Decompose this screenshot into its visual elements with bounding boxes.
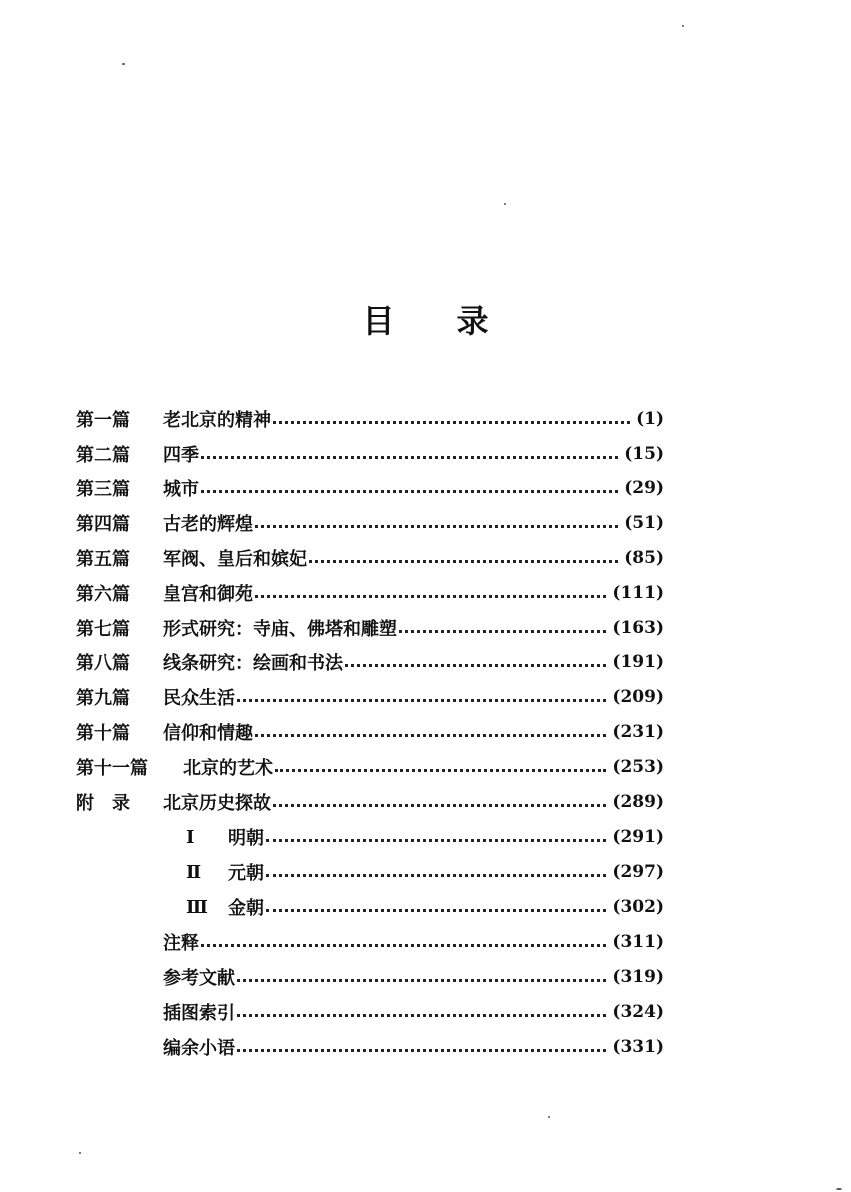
toc-entry-page: (111) — [612, 583, 664, 603]
toc-entry-title: 四季 — [163, 445, 199, 466]
toc-entry-label: 第三篇 — [76, 479, 130, 500]
toc-entry-label: 第九篇 — [76, 688, 130, 709]
toc-entry-chapter-2[interactable] — [76, 440, 664, 468]
leader-dots — [201, 456, 618, 459]
toc-entry-page: (289) — [612, 792, 664, 812]
toc-entry-label: Ⅱ — [186, 861, 202, 883]
toc-entry-title: 城市 — [163, 479, 199, 500]
toc-entry-title: 军阀、皇后和嫔妃 — [163, 549, 307, 570]
toc-entry-page: (209) — [612, 687, 664, 707]
toc-entry-title: 民众生活 — [163, 688, 235, 709]
toc-entry-page: (163) — [612, 618, 664, 638]
toc-entry-page: (311) — [612, 932, 664, 952]
toc-entry-label: Ⅲ — [186, 896, 208, 918]
toc-entry-appendix[interactable] — [76, 788, 664, 816]
toc-entry-chapter-7[interactable] — [76, 614, 664, 642]
toc-entry-title: 皇宫和御苑 — [163, 584, 253, 605]
toc-entry-page: (231) — [612, 722, 664, 742]
page-title — [0, 296, 851, 342]
leader-dots — [255, 595, 606, 598]
leader-dots — [399, 630, 606, 633]
toc-entry-chapter-1[interactable] — [76, 405, 664, 433]
toc-entry-chapter-3[interactable] — [76, 474, 664, 502]
toc-entry-page: (302) — [612, 897, 664, 917]
toc-entry-references[interactable] — [163, 963, 664, 991]
toc-entry-appendix-1[interactable] — [186, 823, 664, 851]
scan-speck — [504, 203, 506, 205]
toc-entry-page: (291) — [612, 827, 664, 847]
toc-entry-chapter-5[interactable] — [76, 544, 664, 572]
toc-entry-title: 插图索引 — [163, 1003, 235, 1024]
toc-entry-title: 参考文献 — [163, 968, 235, 989]
toc-entry-title: 北京历史探故 — [163, 793, 271, 814]
toc-entry-page: (253) — [612, 757, 664, 777]
toc-entry-page: (51) — [624, 513, 664, 533]
leader-dots — [237, 979, 606, 982]
scan-speck — [122, 63, 125, 65]
toc-entry-page: (1) — [636, 409, 664, 429]
toc-entry-page: (331) — [612, 1037, 664, 1057]
scan-speck — [836, 1188, 842, 1190]
toc-entry-chapter-8[interactable] — [76, 648, 664, 676]
toc-entry-label: 第六篇 — [76, 584, 130, 605]
leader-dots — [255, 734, 606, 737]
toc-entry-appendix-3[interactable] — [186, 893, 664, 921]
leader-dots — [237, 1049, 606, 1052]
scan-speck — [682, 25, 684, 27]
leader-dots — [309, 560, 618, 563]
toc-entry-chapter-4[interactable] — [76, 509, 664, 537]
toc-entry-label: 第四篇 — [76, 514, 130, 535]
toc-entry-title: 形式研究：寺庙、佛塔和雕塑 — [163, 619, 397, 640]
leader-dots — [266, 839, 606, 842]
toc-entry-label: 第一篇 — [76, 410, 130, 431]
toc-entry-label: 第二篇 — [76, 445, 130, 466]
toc-entry-page: (324) — [612, 1002, 664, 1022]
scan-speck — [79, 1152, 81, 1154]
toc-entry-title: 线条研究：绘画和书法 — [163, 653, 343, 674]
leader-dots — [266, 909, 606, 912]
toc-entry-label: 第十一篇 — [76, 758, 148, 779]
leader-dots — [273, 421, 630, 424]
toc-entry-title: 编余小语 — [163, 1038, 235, 1059]
toc-entry-label: 附 录 — [76, 793, 130, 814]
toc-entry-page: (297) — [612, 862, 664, 882]
leader-dots — [201, 490, 618, 493]
toc-entry-title: 元朝 — [228, 863, 264, 884]
title-char-1: 目 — [362, 302, 395, 340]
leader-dots — [201, 944, 606, 947]
toc-entry-title: 金朝 — [228, 898, 264, 919]
toc-entry-page: (319) — [612, 967, 664, 987]
toc-entry-label: 第七篇 — [76, 619, 130, 640]
toc-entry-page: (85) — [624, 548, 664, 568]
toc-entry-title: 明朝 — [228, 828, 264, 849]
toc-entry-label: Ⅰ — [186, 826, 195, 848]
toc-entry-page: (15) — [624, 444, 664, 464]
toc-entry-illustration-index[interactable] — [163, 998, 664, 1026]
leader-dots — [255, 525, 618, 528]
leader-dots — [237, 699, 606, 702]
toc-entry-title: 北京的艺术 — [183, 758, 273, 779]
toc-entry-title: 信仰和情趣 — [163, 723, 253, 744]
toc-entry-notes[interactable] — [163, 928, 664, 956]
title-char-2: 录 — [456, 302, 489, 340]
leader-dots — [266, 874, 606, 877]
toc-entry-page: (29) — [624, 478, 664, 498]
toc-entry-label: 第十篇 — [76, 723, 130, 744]
toc-entry-title: 注释 — [163, 933, 199, 954]
toc-entry-title: 老北京的精神 — [163, 410, 271, 431]
toc-entry-page: (191) — [612, 652, 664, 672]
toc-entry-chapter-10[interactable] — [76, 718, 664, 746]
leader-dots — [345, 664, 606, 667]
toc-entry-chapter-9[interactable] — [76, 683, 664, 711]
toc-entry-chapter-6[interactable] — [76, 579, 664, 607]
leader-dots — [275, 769, 606, 772]
leader-dots — [237, 1014, 606, 1017]
toc-entry-afterword[interactable] — [163, 1033, 664, 1061]
toc-entry-chapter-11[interactable] — [76, 753, 664, 781]
toc-entry-label: 第八篇 — [76, 653, 130, 674]
toc-entry-label: 第五篇 — [76, 549, 130, 570]
leader-dots — [273, 804, 606, 807]
toc-entry-title: 古老的辉煌 — [163, 514, 253, 535]
toc-entry-appendix-2[interactable] — [186, 858, 664, 886]
scan-speck — [548, 1116, 550, 1118]
